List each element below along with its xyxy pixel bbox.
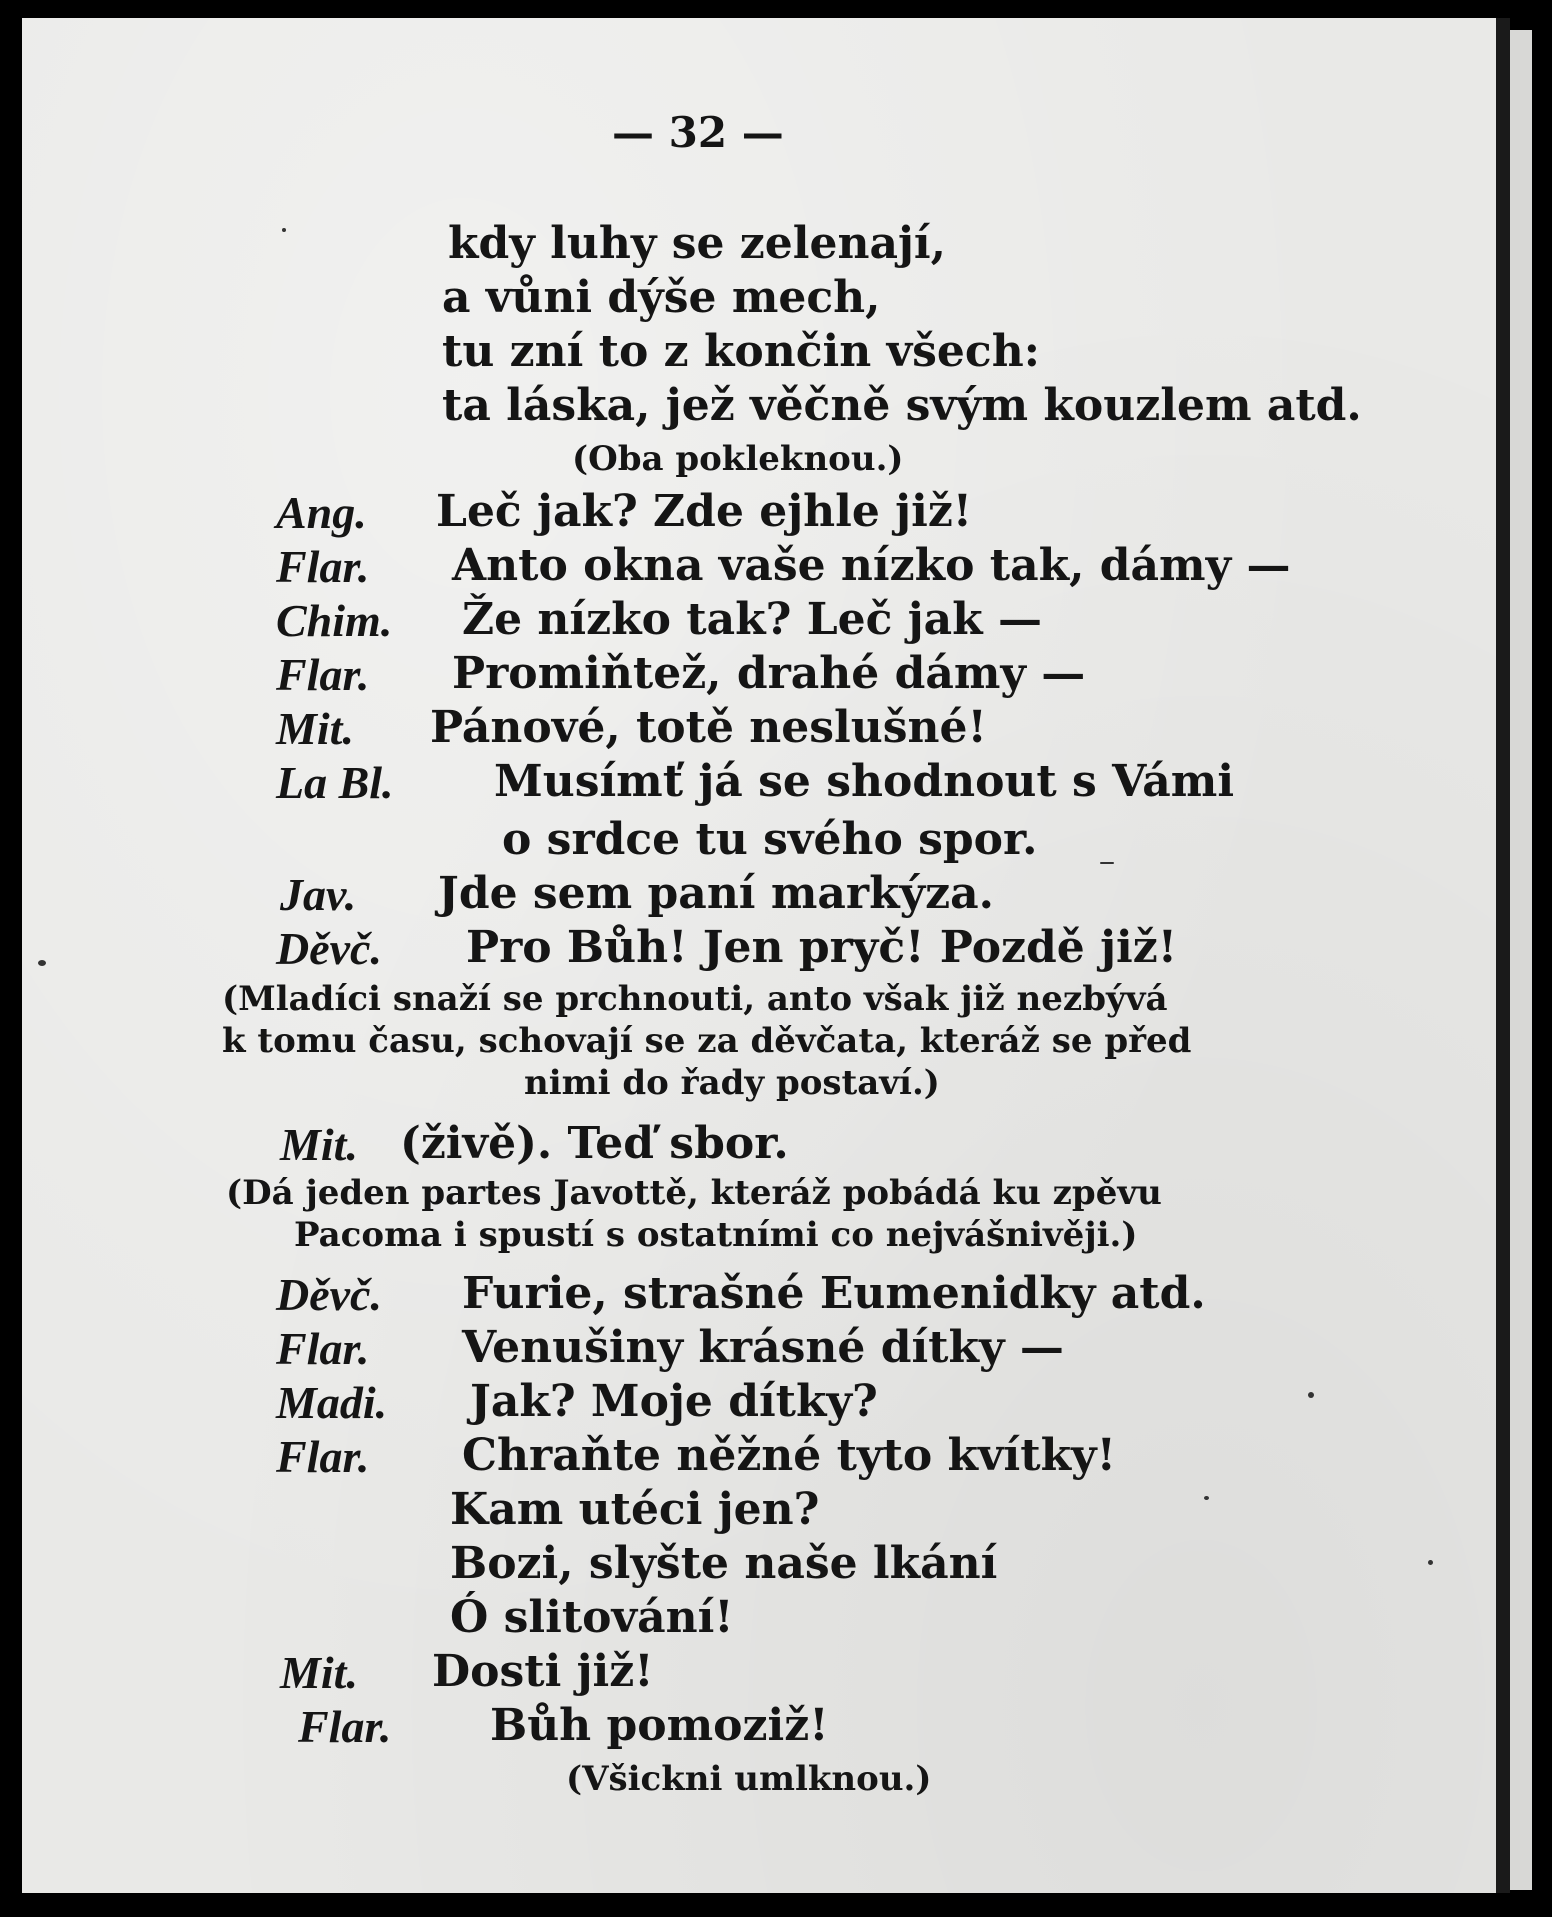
dialogue-text: Furie, strašné Eumenidky atd.: [462, 1268, 1206, 1319]
dialogue-text: Bůh pomoziž!: [490, 1700, 829, 1751]
speaker-label: Madi.: [276, 1377, 388, 1428]
speaker-label: Flar.: [276, 1323, 370, 1374]
adjacent-page-edge: [1510, 30, 1532, 1890]
speaker-label: Mit.: [280, 1119, 358, 1170]
book-spine-shadow: [1496, 18, 1510, 1893]
dialogue-text: Že nízko tak? Leč jak —: [462, 594, 1042, 645]
dialogue-text: Jak? Moje dítky?: [470, 1376, 878, 1427]
speaker-label: Děvč.: [276, 923, 382, 974]
stage-direction: Pacoma i spustí s ostatními co nejvášnivěji.): [294, 1215, 1138, 1255]
dialogue-text: Leč jak? Zde ejhle již!: [436, 486, 973, 537]
scan-speck: [38, 960, 46, 966]
stage-direction: nimi do řady postaví.): [524, 1063, 940, 1103]
scan-speck: [1100, 862, 1114, 864]
stage-direction: (Dá jeden partes Javottě, kteráž pobádá ku zpěvu: [226, 1173, 1162, 1213]
speaker-label: Flar.: [298, 1701, 392, 1752]
stage-direction: (Mladíci snaží se prchnouti, anto však již nezbývá: [222, 979, 1168, 1019]
stage-direction: (Oba pokleknou.): [572, 439, 904, 479]
dialogue-text: Dosti již!: [432, 1646, 654, 1697]
dialogue-text: Pánové, totě neslušné!: [430, 702, 987, 753]
dialogue-text: Musímť já se shodnout s Vámi: [494, 756, 1235, 807]
scan-speck: [282, 228, 286, 232]
dialogue-text: Promiňtež, drahé dámy —: [452, 648, 1086, 699]
verse-line: kdy luhy se zelenají,: [448, 218, 946, 269]
dialogue-continuation: Ó slitování!: [450, 1592, 734, 1643]
verse-line: a vůni dýše mech,: [442, 272, 881, 323]
dialogue-continuation: Bozi, slyšte naše lkání: [450, 1538, 998, 1589]
dialogue-text: Venušiny krásné dítky —: [462, 1322, 1064, 1373]
page-number: — 32 —: [612, 108, 784, 157]
scan-speck: [1428, 1560, 1433, 1565]
speaker-label: Chim.: [276, 595, 393, 646]
stage-direction: k tomu času, schovají se za děvčata, kteráž se před: [222, 1021, 1192, 1061]
scan-speck: [1204, 1496, 1209, 1500]
speaker-label: La Bl.: [276, 757, 394, 808]
speaker-label: Flar.: [276, 649, 370, 700]
speaker-label: Mit.: [276, 703, 354, 754]
stage-direction: (Všickni umlknou.): [566, 1759, 932, 1799]
verse-line: tu zní to z končin všech:: [442, 326, 1040, 377]
dialogue-text: Jde sem paní markýza.: [438, 868, 994, 919]
verse-line: ta láska, jež věčně svým kouzlem atd.: [442, 380, 1362, 431]
dialogue-text: Pro Bůh! Jen pryč! Pozdě již!: [466, 922, 1178, 973]
speaker-label: Flar.: [276, 541, 370, 592]
dialogue-text: (živě). Teď sbor.: [400, 1118, 789, 1169]
speaker-label: Jav.: [280, 869, 357, 920]
scan-speck: [1308, 1392, 1314, 1398]
speaker-label: Flar.: [276, 1431, 370, 1482]
speaker-label: Ang.: [276, 487, 367, 538]
dialogue-text: Anto okna vaše nízko tak, dámy —: [452, 540, 1291, 591]
dialogue-text: Chraňte něžné tyto kvítky!: [462, 1430, 1116, 1481]
dialogue-continuation: Kam utéci jen?: [450, 1484, 820, 1535]
speaker-label: Děvč.: [276, 1269, 382, 1320]
dialogue-continuation: o srdce tu svého spor.: [502, 814, 1038, 865]
speaker-label: Mit.: [280, 1647, 358, 1698]
